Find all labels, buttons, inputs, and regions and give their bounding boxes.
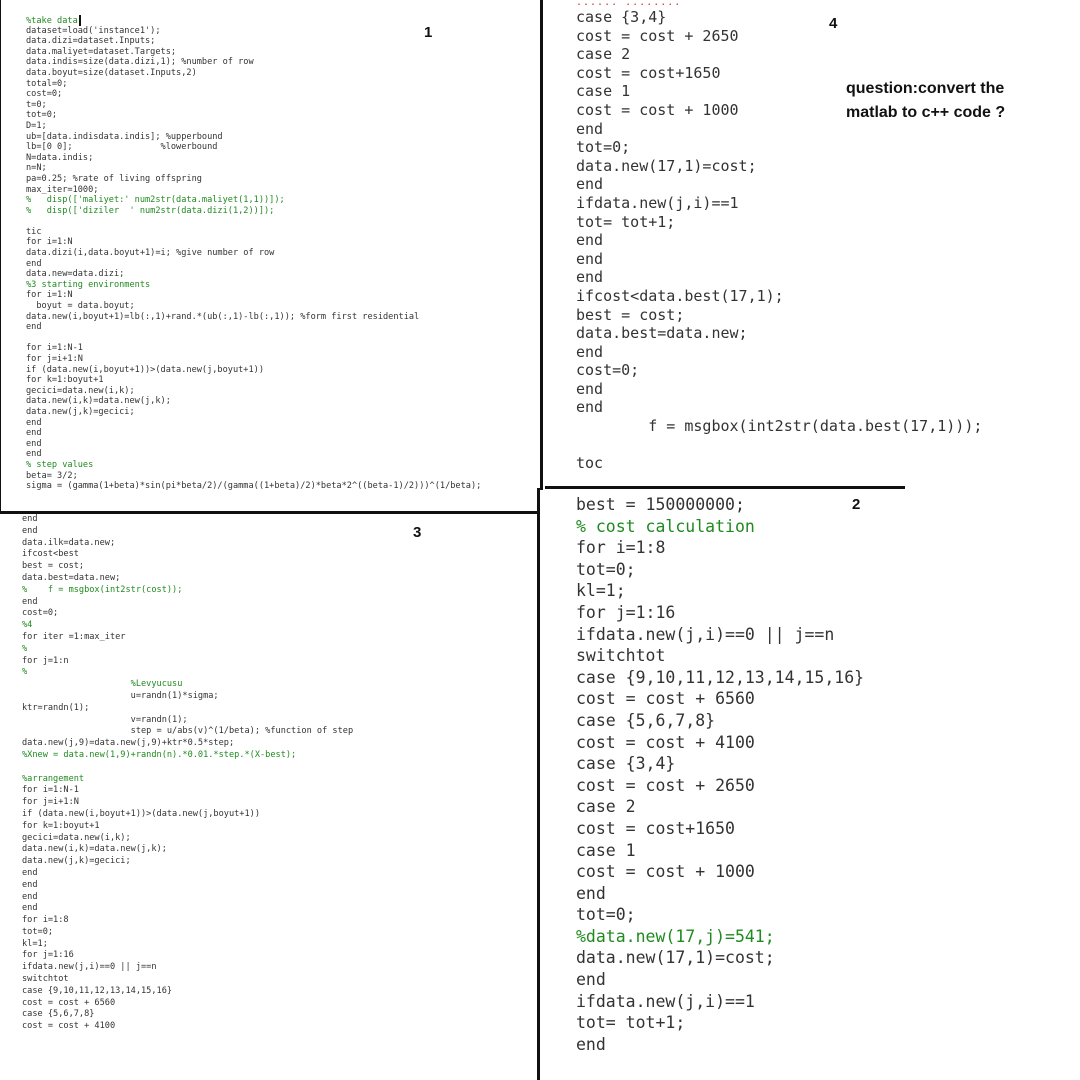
question-text: question:convert the matlab to c++ code ? — [846, 80, 1006, 121]
code-line: dataset=load('instance1'); — [26, 25, 161, 36]
code-line: best = 150000000; — [576, 495, 745, 514]
code-line: u=randn(1)*sigma; — [22, 690, 219, 701]
code-block-1 — [26, 15, 481, 492]
code-line: ktr=randn(1); — [22, 702, 90, 713]
code-line: tot=0; — [26, 110, 58, 121]
code-line: end — [22, 867, 38, 878]
code-line: for j=1:16 — [22, 950, 74, 961]
code-line: switchtot — [576, 646, 666, 666]
code-line: cost = cost + 4100 — [576, 732, 755, 752]
code-line: data.new=data.dizi; — [26, 269, 125, 280]
code-line: pa=0.25; %rate of living offspring — [26, 173, 202, 184]
code-line: end — [26, 449, 42, 460]
code-line: case {5,6,7,8} — [576, 710, 716, 730]
panel-number-2: 2 — [852, 496, 861, 513]
code-line: end — [22, 891, 38, 902]
code-line: kl=1; — [576, 581, 626, 601]
code-line: end — [576, 175, 604, 194]
code-line: end — [26, 322, 42, 333]
code-line: % f = msgbox(int2str(cost)); — [22, 584, 183, 595]
code-line: % disp(['maliyet:' num2str(data.maliyet(1,1))]); — [26, 195, 285, 206]
code-line: gecici=data.new(i,k); — [22, 832, 131, 843]
code-line: if (data.new(i,boyut+1))>(data.new(j,boyut+1)) — [22, 808, 260, 819]
divider-horizontal-left — [0, 511, 540, 514]
code-line: data.dizi=dataset.Inputs; — [26, 36, 156, 47]
code-line: data.new(j,k)=gecici; — [22, 856, 131, 867]
code-line: end — [26, 417, 42, 428]
code-line: f = msgbox(int2str(data.best(17,1))); — [576, 417, 983, 436]
code-panel-1 — [0, 0, 540, 512]
code-line: if (data.new(i,boyut+1))>(data.new(j,boyut+1)) — [26, 364, 264, 375]
code-block-2 — [576, 494, 864, 1055]
code-line: n=N; — [26, 163, 47, 174]
code-line: data.new(17,1)=cost; — [576, 948, 775, 968]
code-line: tot=0; — [576, 559, 636, 579]
code-line: end — [576, 883, 606, 903]
code-line: data.dizi(i,data.boyut+1)=i; %give number of row — [26, 248, 275, 259]
code-line: data.best=data.new; — [22, 572, 121, 583]
code-line: cost = cost + 6560 — [576, 689, 755, 709]
code-line: ifdata.new(j,i)==0 || j==n — [22, 962, 157, 973]
code-line: cost = cost + 2650 — [576, 26, 739, 45]
code-line: data.new(i,k)=data.new(j,k); — [26, 396, 171, 407]
code-line: cost = cost+1650 — [576, 63, 721, 82]
code-line: end — [26, 258, 42, 269]
code-line: end — [22, 879, 38, 890]
code-line: % disp(['diziler ' num2str(data.dizi(1,2))]); — [26, 205, 275, 216]
code-line — [22, 762, 353, 774]
code-line: end — [576, 231, 604, 250]
code-line: %take data — [26, 15, 481, 26]
code-line: total=0; — [26, 78, 68, 89]
code-line: data.indis=size(data.dizi,1); %number of row — [26, 57, 254, 68]
code-line: cost=0; — [576, 361, 640, 380]
code-line: cost = cost + 1000 — [576, 862, 755, 882]
code-line: data.maliyet=dataset.Targets; — [26, 46, 177, 57]
code-line: end — [576, 268, 604, 287]
code-line: kl=1; — [22, 938, 48, 949]
code-line: data.new(17,1)=cost; — [576, 156, 757, 175]
code-line: gecici=data.new(i,k); — [26, 385, 135, 396]
code-panel-2 — [543, 490, 1080, 1080]
code-line: end — [22, 596, 38, 607]
code-line: cost = cost + 2650 — [576, 775, 755, 795]
divider-vertical-bottom — [537, 488, 540, 1080]
code-line: end — [22, 514, 38, 524]
code-line: D=1; — [26, 120, 47, 131]
code-line: end — [22, 525, 38, 536]
code-line: data.new(i,k)=data.new(j,k); — [22, 844, 167, 855]
code-line: step = u/abs(v)^(1/beta); %function of step — [22, 726, 354, 737]
divider-vertical-top — [540, 0, 543, 490]
code-line: cost=0; — [26, 89, 63, 100]
code-line: end — [576, 970, 606, 990]
code-line: data.ilk=data.new; — [22, 537, 116, 548]
code-line: %arrangement — [22, 773, 85, 784]
cropped-line-marker: ...... ........ — [576, 0, 682, 8]
code-line: for i=1:N-1 — [26, 343, 83, 354]
code-line: data.boyut=size(dataset.Inputs,2) — [26, 67, 197, 78]
code-line: case 1 — [576, 82, 631, 101]
code-line: tot= tot+1; — [576, 1013, 686, 1033]
code-line: for i=1:N-1 — [22, 785, 79, 796]
code-line: tic — [26, 226, 42, 237]
code-line: end — [26, 428, 42, 439]
code-line: data.new(j,9)=data.new(j,9)+ktr*0.5*step; — [22, 738, 235, 749]
code-line: for i=1:N — [26, 290, 73, 301]
code-line: case 2 — [576, 45, 631, 64]
code-line: N=data.indis; — [26, 152, 94, 163]
code-line: cost = cost + 1000 — [576, 100, 739, 119]
code-line: end — [576, 1034, 606, 1054]
code-line: cost = cost + 6560 — [22, 997, 116, 1008]
code-line: for k=1:boyut+1 — [26, 375, 104, 386]
code-line: end — [576, 379, 604, 398]
code-line: for iter =1:max_iter — [22, 631, 126, 642]
code-line: ub=[data.indisdata.indis]; %upperbound — [26, 131, 223, 142]
code-panel-3 — [0, 514, 537, 1080]
code-line: for j=1:n — [22, 655, 69, 666]
code-line: for j=i+1:N — [26, 354, 83, 364]
code-line: end — [26, 438, 42, 449]
code-line: cost = cost + 4100 — [22, 1021, 116, 1032]
code-line: %4 — [22, 620, 33, 631]
code-line: % cost calculation — [576, 516, 755, 536]
code-line: %Levyucusu — [22, 679, 183, 690]
code-line: case {9,10,11,12,13,14,15,16} — [576, 667, 865, 687]
code-line: case 1 — [576, 840, 636, 860]
code-line — [26, 216, 481, 227]
code-line — [576, 436, 982, 455]
code-line: tot= tot+1; — [576, 212, 676, 231]
code-line: data.best=data.new; — [576, 324, 748, 343]
code-line: max_iter=1000; — [26, 184, 99, 195]
panel-number-4: 4 — [829, 15, 838, 32]
code-line: tot=0; — [22, 926, 54, 937]
code-line: end — [22, 903, 38, 914]
code-line: beta= 3/2; — [26, 470, 78, 481]
code-line: ifdata.new(j,i)==0 || j==n — [576, 624, 835, 644]
code-line: case 2 — [576, 797, 636, 817]
code-line: % — [22, 667, 28, 678]
code-block-3 — [22, 514, 353, 1033]
code-line: toc — [576, 454, 604, 473]
panel-number-1: 1 — [424, 24, 433, 41]
code-line: for i=1:N — [26, 237, 73, 248]
code-line: ifcost<data.best(17,1); — [576, 286, 784, 305]
code-line: end — [576, 119, 604, 138]
code-line: %data.new(17,j)=541; — [576, 926, 775, 946]
code-line: tot=0; — [576, 905, 636, 925]
code-line: for i=1:8 — [576, 538, 666, 558]
code-panel-4 — [546, 0, 1080, 488]
code-line: %3 starting environments — [26, 279, 151, 290]
code-line — [26, 333, 481, 344]
code-line: t=0; — [26, 99, 47, 110]
code-line: cost = cost+1650 — [576, 818, 735, 838]
code-line: data.new(i,boyut+1)=lb(:,1)+rand.*(ub(:,1)-lb(:,1)); %form first residential — [26, 311, 420, 322]
code-line: best = cost; — [576, 305, 685, 324]
panel-number-3: 3 — [413, 524, 422, 541]
code-line: switchtot — [22, 974, 69, 985]
code-line: case {9,10,11,12,13,14,15,16} — [22, 985, 173, 996]
text-cursor — [79, 15, 81, 26]
code-line: case {5,6,7,8} — [22, 1009, 95, 1020]
code-line: tot=0; — [576, 138, 631, 157]
code-line: v=randn(1); — [22, 714, 188, 725]
code-line: end — [576, 342, 604, 361]
code-line: case {3,4} — [576, 8, 667, 26]
code-line: % step values — [26, 459, 94, 470]
code-line: case {3,4} — [576, 754, 676, 774]
code-line: cost=0; — [22, 608, 59, 619]
code-line: data.new(j,k)=gecici; — [26, 406, 135, 417]
divider-horizontal-right — [545, 486, 905, 489]
code-line: %Xnew = data.new(1,9)+randn(n).*0.01.*step.*(X-best); — [22, 749, 297, 760]
code-line: best = cost; — [22, 561, 85, 572]
code-line: for i=1:8 — [22, 915, 69, 926]
panel1-left-border — [0, 0, 1, 512]
code-line: % — [22, 643, 28, 654]
code-line: lb=[0 0]; %lowerbound — [26, 142, 218, 153]
code-line: ifcost<best — [22, 549, 79, 560]
code-line: end — [576, 249, 604, 268]
code-line: for j=1:16 — [576, 602, 676, 622]
code-line: ifdata.new(j,i)==1 — [576, 193, 739, 212]
code-line: ifdata.new(j,i)==1 — [576, 991, 755, 1011]
code-line: end — [576, 398, 604, 417]
code-line: for j=i+1:N — [22, 797, 79, 808]
code-line: sigma = (gamma(1+beta)*sin(pi*beta/2)/(gamma((1+beta)/2)*beta*2^((beta-1)/2)))^(1/beta); — [26, 481, 482, 492]
code-line: boyut = data.boyut; — [26, 301, 135, 312]
code-line: for k=1:boyut+1 — [22, 820, 100, 831]
